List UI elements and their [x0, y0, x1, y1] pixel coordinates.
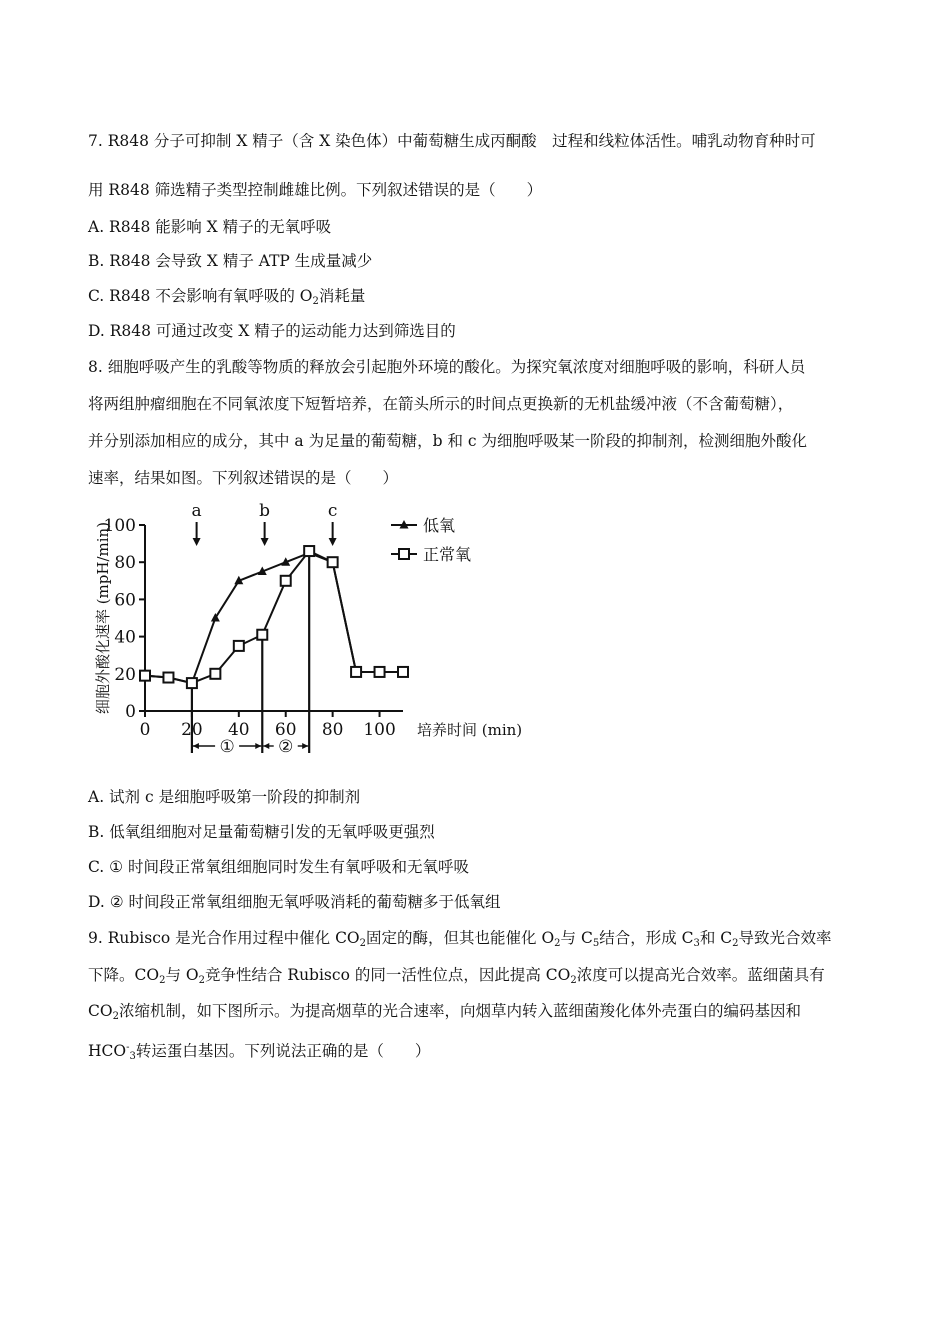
y-tick-label: 80 — [114, 553, 136, 574]
x-tick-label: 60 — [274, 720, 297, 740]
acidification-chart — [88, 500, 548, 770]
q7-stem-line1: 7. R848 分子可抑制 X 精子（含 X 染色体）中葡萄糖生成丙酮酸 过程和线粒体活性。哺乳动物育种时可 — [88, 132, 816, 150]
q9-text: 转运蛋白基因。下列说法正确的是（ ） — [135, 1042, 431, 1060]
q8-option-d: D. ② 时间段正常氧组细胞无氧呼吸消耗的葡萄糖多于低氧组 — [88, 893, 501, 911]
q9-sub: 3 — [693, 938, 700, 949]
legend-label: 正常氧 — [423, 545, 472, 564]
q9-sub: 2 — [732, 938, 739, 949]
q9-text: 结合，形成 C — [599, 929, 694, 947]
q9-sub: 2 — [359, 938, 367, 949]
series-line-square — [145, 551, 403, 683]
interval-arrow-head — [255, 743, 261, 749]
q8-stem-line2: 将两组肿瘤细胞在不同氧浓度下短暂培养，在箭头所示的时间点更换新的无机盐缓冲液（不含葡萄糖）， — [88, 395, 794, 413]
reagent-arrow-label: c — [327, 501, 338, 521]
q9-text: 竞争性结合 Rubisco 的同一活性位点，因此提高 CO — [204, 966, 571, 984]
q9-text: 与 C — [560, 929, 593, 947]
reagent-arrow-head — [261, 538, 269, 546]
q9-sub: 5 — [592, 938, 600, 949]
data-point-square — [187, 678, 197, 688]
q7-option-a: A. R848 能影响 X 精子的无氧呼吸 — [88, 218, 332, 236]
q9-stem-line4 — [88, 1037, 430, 1068]
series-line-triangle — [145, 553, 403, 683]
interval-arrow-head — [302, 743, 308, 749]
q7-option-c-sub: 2 — [312, 296, 319, 307]
q7-option-d: D. R848 可通过改变 X 精子的运动能力达到筛选目的 — [88, 322, 456, 340]
data-point-square — [328, 557, 338, 567]
x-tick-label: 100 — [363, 720, 396, 740]
y-tick-label: 20 — [114, 664, 136, 685]
interval-label: ① — [219, 737, 235, 757]
q9-text: 下降。CO — [88, 966, 160, 984]
interval-arrow-head — [263, 743, 269, 749]
reagent-arrow-head — [329, 538, 337, 546]
q7-option-c-text: C. R848 不会影响有氧呼吸的 O — [88, 287, 313, 305]
y-tick-label: 100 — [103, 516, 136, 536]
x-tick-label: 40 — [227, 720, 250, 740]
q8-stem-line1: 8. 细胞呼吸产生的乳酸等物质的释放会引起胞外环境的酸化。为探究氧浓度对细胞呼吸的影响，科研人员 — [88, 358, 806, 376]
x-tick-label: 20 — [181, 720, 203, 740]
x-axis-label: 培养时间 (min) — [417, 721, 523, 739]
q9-stem-line3 — [88, 1000, 801, 1028]
q9-stem-line2 — [88, 964, 825, 992]
legend-label: 低氧 — [423, 516, 456, 535]
q8-option-c: C. ① 时间段正常氧组细胞同时发生有氧呼吸和无氧呼吸 — [88, 858, 469, 876]
q8-option-b: B. 低氧组细胞对足量葡萄糖引发的无氧呼吸更强烈 — [88, 823, 435, 841]
data-point-square — [375, 667, 385, 677]
q9-text: 和 C — [699, 929, 733, 947]
reagent-arrow-label: b — [259, 501, 271, 521]
q9-text: HCO — [88, 1042, 127, 1060]
reagent-arrow-label: a — [191, 501, 202, 521]
data-point-square — [163, 673, 173, 683]
q9-text: 浓度可以提高光合效率。蓝细菌具有 — [576, 966, 825, 984]
q9-sub: 2 — [570, 975, 577, 986]
q8-stem-line3: 并分别添加相应的成分，其中 a 为足量的葡萄糖，b 和 c 为细胞呼吸某一阶段的抑制剂，检测细胞外酸化 — [88, 432, 807, 450]
data-point-square — [234, 641, 244, 651]
interval-label: ② — [278, 737, 294, 757]
interval-arrow-head — [193, 743, 199, 749]
x-tick-label: 0 — [139, 720, 151, 740]
q9-text: 导致光合效率 — [738, 929, 832, 947]
y-tick-label: 40 — [114, 627, 136, 648]
q9-sub: 2 — [159, 975, 166, 986]
x-tick-label: 80 — [321, 720, 344, 740]
q9-text: 与 O — [165, 966, 199, 984]
q9-text: 固定的酶，但其也能催化 O — [366, 929, 555, 947]
data-point-square — [304, 546, 314, 556]
q9-text: CO — [88, 1002, 113, 1020]
q9-sub: 2 — [554, 938, 561, 949]
q9-stem-line1 — [88, 927, 832, 955]
data-point-square — [140, 671, 150, 681]
q9-sup: - — [126, 1042, 130, 1053]
q9-sub: 3 — [129, 1051, 136, 1062]
q9-text: 浓缩机制，如下图所示。为提高烟草的光合速率，向烟草内转入蓝细菌羧化体外壳蛋白的编码基因和 — [118, 1002, 801, 1020]
q9-sub: 2 — [112, 1011, 119, 1022]
data-point-square — [210, 669, 220, 679]
data-point-square — [257, 630, 267, 640]
q7-option-b: B. R848 会导致 X 精子 ATP 生成量减少 — [88, 252, 373, 270]
y-tick-label: 60 — [114, 590, 136, 611]
q7-option-c-text-end: 消耗量 — [318, 287, 366, 305]
q8-stem-line4: 速率，结果如图。下列叙述错误的是（ ） — [88, 469, 399, 487]
legend-marker-square — [399, 549, 409, 559]
data-point-square — [281, 576, 291, 586]
data-point-square — [351, 667, 361, 677]
q7-stem-line2: 用 R848 筛选精子类型控制雌雄比例。下列叙述错误的是（ ） — [88, 181, 543, 199]
q9-text: 9. Rubisco 是光合作用过程中催化 CO — [88, 929, 360, 947]
q9-sub: 2 — [198, 975, 205, 986]
data-point-square — [398, 667, 408, 677]
q8-option-a: A. 试剂 c 是细胞呼吸第一阶段的抑制剂 — [88, 788, 361, 806]
q7-option-c — [88, 285, 365, 313]
y-axis-label: 细胞外酸化速率 (mpH/min) — [94, 521, 112, 715]
y-tick-label: 0 — [125, 702, 136, 722]
reagent-arrow-head — [193, 538, 201, 546]
